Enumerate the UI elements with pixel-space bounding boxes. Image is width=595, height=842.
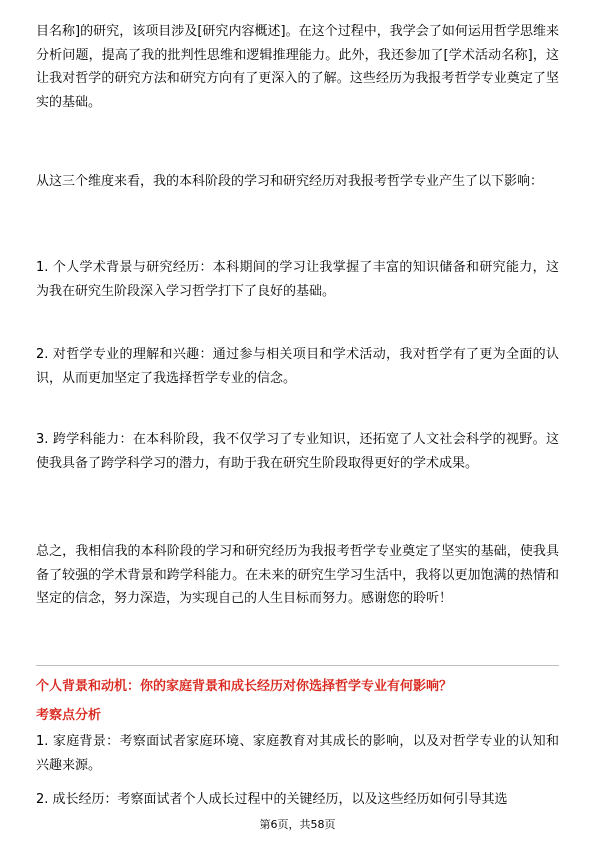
summary-lead-paragraph: 从这三个维度来看，我的本科阶段的学习和研究经历对我报考哲学专业产生了以下影响：	[36, 174, 544, 189]
analysis-item-growth-experience: 2. 成长经历：考察面试者个人成长过程中的关键经历，以及这些经历如何引导其选	[36, 792, 508, 807]
intro-continuation-paragraph: 目名称]的研究，该项目涉及[研究内容概述]。在这个过程中，我学会了如何运用哲学思维来分析问题，提高了我的批判性思维和逻辑推理能力。此外，我还参加了[学术活动名称]，这让我对哲学的研究方法和研究方向有了更深入的了解。这些经历为我报考哲学专业奠定了坚实的基础。	[36, 24, 559, 110]
analysis-item-family-background: 1. 家庭背景：考察面试者家庭环境、家庭教育对其成长的影响，以及对哲学专业的认知和兴趣来源。	[36, 734, 559, 773]
section-divider	[36, 665, 559, 666]
conclusion-paragraph: 总之，我相信我的本科阶段的学习和研究经历为我报考哲学专业奠定了坚实的基础，使我具备了较强的学术背景和跨学科能力。在未来的研究生学习生活中，我将以更加饱满的热情和坚定的信念，努力深造，为实现自己的人生目标而努力。感谢您的聆听！	[36, 544, 559, 606]
document-page	[36, 0, 559, 842]
point-academic-background: 1. 个人学术背景与研究经历：本科期间的学习让我掌握了丰富的知识储备和研究能力，这为我在研究生阶段深入学习哲学打下了良好的基础。	[36, 260, 559, 299]
next-question-title: 个人背景和动机：你的家庭背景和成长经历对你选择哲学专业有何影响？	[36, 679, 453, 694]
analysis-heading: 考察点分析	[36, 708, 102, 723]
point-understanding-interest: 2. 对哲学专业的理解和兴趣：通过参与相关项目和学术活动，我对哲学有了更为全面的认识，从而更加坚定了我选择哲学专业的信念。	[36, 347, 559, 386]
page-number-footer: 第6页，共58页	[259, 818, 336, 831]
point-interdisciplinary-ability: 3. 跨学科能力：在本科阶段，我不仅学习了专业知识，还拓宽了人文社会科学的视野。这使我具备了跨学科学习的潜力，有助于我在研究生阶段取得更好的学术成果。	[36, 432, 559, 471]
